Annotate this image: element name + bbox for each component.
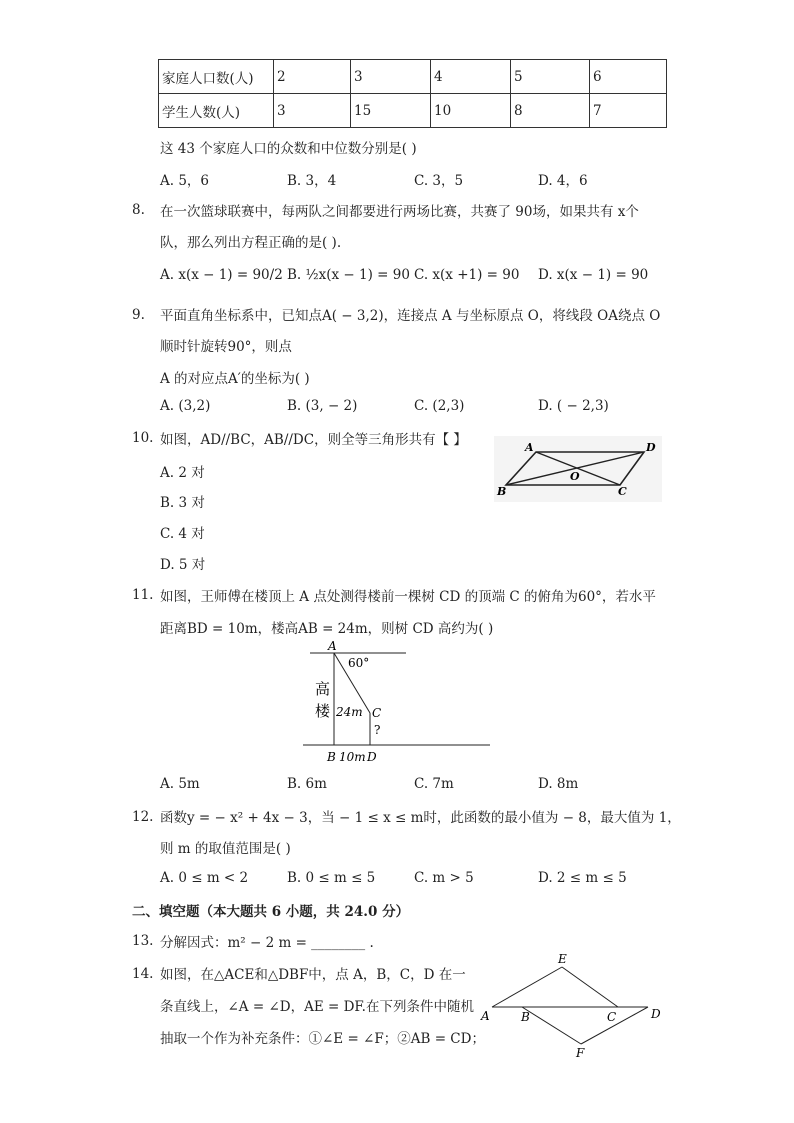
table-cell: 3 [351,60,431,94]
q8-option-b: B. ½x(x − 1) = 90 [287,267,410,283]
table-cell: 8 [511,94,590,128]
q11-option-c: C. 7m [414,776,454,792]
q11-line2: 距离BD = 10m，楼高AB = 24m，则树 CD 高约为( ) [160,621,494,637]
q8-option-c: C. x(x +1) = 90 [414,267,520,283]
label-c: C [618,485,627,498]
q9-line2: 顺时针旋转90°，则点 [160,339,292,355]
q9-line1: 平面直角坐标系中，已知点A( − 3,2)，连接点 A 与坐标原点 O，将线段 OA绕点 O [160,308,661,324]
q7-stem: 这 43 个家庭人口的众数和中位数分别是( ) [160,141,417,157]
q10-option-b: B. 3 对 [160,495,205,511]
label-d: D [651,1007,661,1021]
parallelogram-figure [494,436,662,502]
label-e: E [558,952,567,966]
table-cell: 3 [274,94,351,128]
label-a: A [328,639,337,653]
q13-text: 分解因式：m² − 2 m = ________ . [160,935,374,951]
building-tree-figure [300,636,495,768]
table-cell: 5 [511,60,590,94]
building-label-2: 楼 [315,702,331,720]
table-cell: 7 [590,94,667,128]
table-row [159,60,667,94]
q12-option-c: C. m > 5 [414,870,474,886]
distance-label: 10m [339,750,366,764]
label-b: B [327,750,336,764]
q7-option-a: A. 5，6 [160,173,210,189]
q8-option-a: A. x(x − 1) = 90/2 [160,267,283,283]
angle-label: 60° [348,656,370,670]
label-d: D [367,750,377,764]
label-b: B [497,485,507,498]
q7-option-c: C. 3，5 [414,173,464,189]
q12-line1: 函数y = − x² + 4x − 3，当 − 1 ≤ x ≤ m时，此函数的最小值为 − 8，最大值为 1， [160,810,681,826]
label-b: B [521,1010,530,1024]
q9-line3: A 的对应点A′的坐标为( ) [160,371,310,387]
q12-option-b: B. 0 ≤ m ≤ 5 [287,870,376,886]
q7-option-d: D. 4，6 [538,173,588,189]
q12-number: 12. [132,809,154,825]
table-cell: 10 [431,94,511,128]
question-mark: ? [374,723,381,737]
q10-stem: 如图，AD//BC，AB//DC，则全等三角形共有【 】 [160,432,467,448]
q14-line3: 抽取一个作为补充条件：①∠E = ∠F；②AB = CD； [160,1031,485,1047]
q9-option-b: B. (3, − 2) [287,398,358,414]
q11-option-d: D. 8m [538,776,579,792]
label-a: A [525,441,534,454]
q14-line1: 如图，在△ACE和△DBF中，点 A，B，C，D 在一 [160,967,466,983]
triangles-figure [478,950,668,1062]
table-cell: 15 [351,94,431,128]
label-a: A [481,1009,490,1023]
q10-number: 10. [132,430,154,446]
q12-line2: 则 m 的取值范围是( ) [160,841,291,857]
q11-option-a: A. 5m [160,776,200,792]
q10-option-a: A. 2 对 [160,465,205,481]
q12-option-a: A. 0 ≤ m < 2 [160,870,249,886]
table-row [159,94,667,128]
q14-number: 14. [132,966,154,982]
table-cell: 4 [431,60,511,94]
q14-line2: 条直线上，∠A = ∠D，AE = DF.在下列条件中随机 [160,999,474,1015]
q11-number: 11. [132,587,154,603]
q9-option-c: C. (2,3) [414,398,465,414]
height-label: 24m [336,705,363,719]
table-cell: 学生人数(人) [159,94,274,128]
building-label-1: 高 [315,680,331,698]
q9-option-d: D. ( − 2,3) [538,398,609,414]
label-f: F [576,1046,585,1060]
q13-number: 13. [132,933,154,949]
q8-option-d: D. x(x − 1) = 90 [538,267,649,283]
label-c: C [607,1010,617,1024]
q9-option-a: A. (3,2) [160,398,211,414]
q10-option-d: D. 5 对 [160,557,206,573]
table-cell: 家庭人口数(人) [159,60,274,94]
q8-number: 8. [132,202,145,218]
label-d: D [646,441,656,454]
label-o: O [570,470,580,483]
q7-option-b: B. 3，4 [287,173,337,189]
table-cell: 2 [274,60,351,94]
label-c: C [372,706,382,720]
q8-line1: 在一次篮球联赛中，每两队之间都要进行两场比赛，共赛了 90场，如果共有 x个 [160,204,639,220]
table-cell: 6 [590,60,667,94]
q12-option-d: D. 2 ≤ m ≤ 5 [538,870,627,886]
q8-line2: 队，那么列出方程正确的是( ). [160,235,342,251]
q11-option-b: B. 6m [287,776,327,792]
population-table [158,59,667,128]
q9-number: 9. [132,307,145,323]
section-heading: 二、填空题（本大题共 6 小题，共 24.0 分） [132,904,410,920]
q11-line1: 如图，王师傅在楼顶上 A 点处测得楼前一棵树 CD 的顶端 C 的俯角为60°，若水平 [160,589,656,605]
q10-option-c: C. 4 对 [160,526,205,542]
